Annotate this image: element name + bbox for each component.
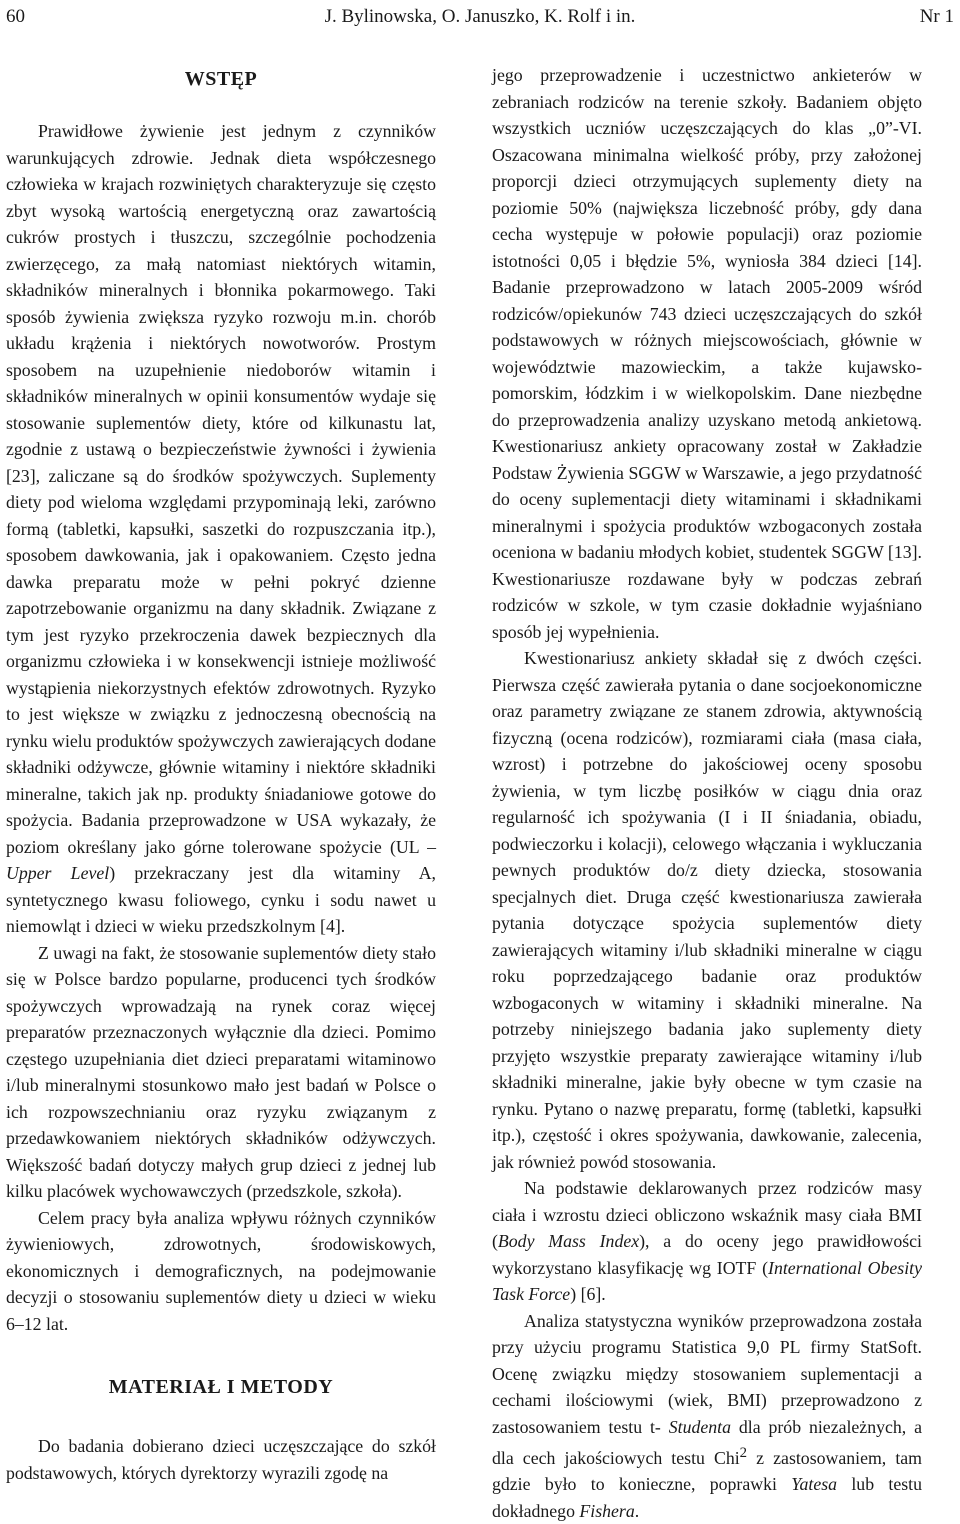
stats-italic-1: Studenta [669, 1417, 731, 1437]
heading-introduction: WSTĘP [6, 64, 436, 118]
bmi-text-a: Na podstawie deklarowanych przez rodziców masy ciała i wzrostu dzieci obliczono wskaźnik masy ciała BMI ( [492, 1178, 922, 1251]
methods-paragraph-bmi [492, 1175, 922, 1308]
bmi-text-c: ) [6]. [570, 1284, 606, 1304]
intro-paragraph-3: Celem pracy była analiza wpływu różnych czynników żywieniowych, zdrowotnych, środowiskowych, ekonomicznych i demograficznych, na podejmowanie decyzji o stosowaniu suplementów diety u dzieci w wieku 6–12 lat. [6, 1205, 436, 1338]
methods-paragraph-questionnaire: Kwestionariusz ankiety składał się z dwóch części. Pierwsza część zawierała pytania o dane socjoekonomiczne oraz parametry związane ze stanem zdrowia, aktywnością fizyczną (ocena rodziców), rozmiarami ciała (masa ciała, wzrost) i potrzebne do jakościowej oceny sposobu żywienia, w tym liczbę posiłków w ciągu dnia oraz regularność ich spożywania (I i II śniadania, obiadu, podwieczorku i kolacji), celowego włączania i wykluczania pewnych produktów do/z diety dziecka, stosowania specjalnych diet. Druga część kwestionariusza zawierała pytania dotyczące spożycia suplementów diety zawierających witaminy i/lub składniki mineralne w ciągu roku poprzedzającego badanie oraz produktów wzbogaconych w witaminy i składniki mineralne. Na potrzeby niniejszego badania jako suplementy diety przyjęto wszystkie preparaty zawierające witaminy i/lub składniki mineralne, jakie były obecne w tym czasie na rynku. Pytano o nazwę preparatu, formę (tabletki, kapsułki itp.), częstość i okres spożywania, dawkowanie, zalecenia, jak również powód stosowania. [492, 645, 922, 1175]
right-column [492, 62, 922, 1524]
methods-paragraph-statistics [492, 1308, 922, 1524]
running-authors: J. Bylinowska, O. Januszko, K. Rolf i in. [0, 6, 960, 28]
stats-text-b: dla prób niezależnych, a dla cech jakościowych testu Chi [492, 1417, 922, 1468]
heading-methods: MATERIAŁ I METODY [6, 1367, 436, 1433]
stats-superscript: 2 [740, 1445, 747, 1461]
bmi-italic-2: International Obesity Task Force [492, 1258, 922, 1305]
bmi-text-b: ), a do oceny jego prawidłowości wykorzystano klasyfikację wg IOTF ( [492, 1231, 922, 1278]
intro-p1-end: ) przekraczany jest dla witaminy A, syntetycznego kwasu foliowego, cynku i sodu nawet u niemowląt i dzieci w wieku przedszkolnym [4]. [6, 863, 436, 936]
page-number: 60 [6, 6, 25, 28]
methods-paragraph-continued: jego przeprowadzenie i uczestnictwo ankieterów w zebraniach rodziców na terenie szkoły. Badaniem objęto wszystkich uczniów uczęszczających do klas „0”-VI. Oszacowana minimalna wielkość próby, przy założonej proporcji dzieci otrzymujących suplementy diety na poziomie 50% (największa liczebność próby, gdy dana cecha występuje w połowie populacji) oraz poziomie istotności 0,05 i błędzie 5%, wyniosła 384 dzieci [14]. Badanie przeprowadzono w latach 2005-2009 wśród rodziców/opiekunów 743 dzieci uczęszczających do szkół podstawowych w różnych miejscowościach, głównie w województwie mazowieckim, a także kujawsko-pomorskim, łódzkim i w wielkopolskim. Dane niezbędne do przeprowadzenia analizy uzyskano metodą ankietową. Kwestionariusz ankiety opracowany został w Zakładzie Podstaw Żywienia SGGW w Warszawie, a jego przydatność do oceny suplementacji diety witaminami i składnikami mineralnymi i spożycia produktów wzbogaconych została oceniona w badaniu młodych kobiet, studentek SGGW [13]. Kwestionariusze rozdawane były w podczas zebrań rodziców w szkole, w tym czasie dokładnie wyjaśniano sposób jej wypełnienia. [492, 62, 922, 645]
intro-paragraph-2: Z uwagi na fakt, że stosowanie suplementów diety stało się w Polsce bardzo popularne, producenci tych środków spożywczych wprowadzają na rynek coraz więcej preparatów przeznaczonych wyłącznie dla dzieci. Pomimo częstego uzupełniania diet dzieci preparatami witaminowo i/lub mineralnymi stosunkowo mało jest badań w Polsce o ich rozpowszechnianiu oraz ryzyku związanym z przedawkowaniem niektórych składników odżywczych. Większość badań dotyczy małych grup dzieci z jednej lub kilku placówek wychowawczych (przedszkole, szkoła). [6, 940, 436, 1205]
stats-text-d: lub testu dokładnego [492, 1474, 922, 1521]
stats-italic-3: Fishera [579, 1501, 634, 1521]
stats-italic-2: Yatesa [791, 1474, 837, 1494]
intro-paragraph-1 [6, 118, 436, 940]
methods-paragraph-1: Do badania dobierano dzieci uczęszczające do szkół podstawowych, których dyrektorzy wyrazili zgodę na [6, 1433, 436, 1486]
stats-text-c: z zastosowaniem, tam gdzie było to konieczne, poprawki [492, 1448, 922, 1495]
stats-text-a: Analiza statystyczna wyników przeprowadzona została przy użyciu programu Statistica 9,0 PL firmy StatSoft. Ocenę związku między stosowaniem suplementacji a cechami ilościowymi (wiek, BMI) przeprowadzono z zastosowaniem testu t- [492, 1311, 922, 1437]
intro-p1-text: Prawidłowe żywienie jest jednym z czynników warunkujących zdrowie. Jednak dieta współczesnego człowieka w krajach rozwiniętych charakteryzuje się często zbyt wysoką wartością energetyczną oraz zawartością cukrów prostych i tłuszczu, szczególnie pochodzenia zwierzęcego, za małą natomiast niektórych witamin, składników mineralnych i błonnika pokarmowego. Taki sposób żywienia zwiększa ryzyko rozwoju m.in. chorób układu krążenia i niektórych nowotworów. Prostym sposobem na uzupełnienie niedoborów witamin i składników mineralnych w opinii konsumentów wydaje się stosowanie suplementów diety, które od kilkunastu lat, zgodnie z ustawą o bezpieczeństwie żywności i żywienia [23], zaliczane są do środków spożywczych. Suplementy diety pod wieloma względami przypominają leki, zarówno formą (tabletki, kapsułki, saszetki do rozpuszczania itp.), sposobem dawkowania, jak i opakowaniem. Często jedna dawka preparatu może w pełni pokryć dzienne zapotrzebowanie organizmu na dany składnik. Związane z tym jest ryzyko przekroczenia dawek bezpiecznych dla organizmu człowieka i w konsekwencji istnieje możliwość wystąpienia niekorzystnych efektów zdrowotnych. Ryzyko to jest większe w związku z jednoczesną obecnością na rynku wielu produktów spożywczych zawierających dodane składniki odżywcze, głównie witaminy i niektóre składniki mineralne, takich jak np. produkty śniadaniowe gotowe do spożycia. Badania przeprowadzone w USA wykazały, że poziom określany jako górne tolerowane spożycie (UL – [6, 121, 436, 857]
bmi-italic-1: Body Mass Index [498, 1231, 639, 1251]
running-header [0, 0, 960, 40]
left-column [6, 64, 436, 1486]
stats-text-e: . [635, 1501, 639, 1521]
intro-p1-italic: Upper Level [6, 863, 109, 883]
issue-number: Nr 1 [920, 6, 954, 28]
